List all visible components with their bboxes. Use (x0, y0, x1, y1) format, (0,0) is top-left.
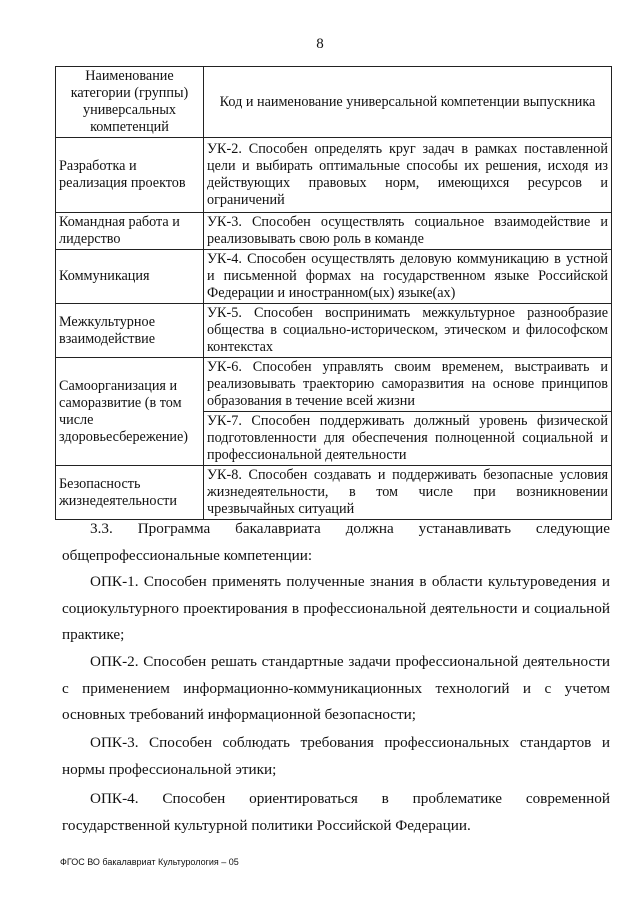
category-cell: Разработка и реализация проектов (56, 138, 204, 213)
table-row (56, 358, 612, 412)
competency-cell: УК-6. Способен управлять своим временем, выстраивать и реализовывать траекторию саморазвития на основе принципов образования в течение всей жизни (204, 358, 612, 412)
competency-cell: УК-7. Способен поддерживать должный уровень физической подготовленности для обеспечения полноценной социальной и профессиональной деятельности (204, 412, 612, 466)
category-cell: Командная работа и лидерство (56, 213, 204, 250)
competency-cell: УК-2. Способен определять круг задач в рамках поставленной цели и выбирать оптимальные способы их решения, исходя из действующих правовых норм, имеющихся ресурсов и ограничений (204, 138, 612, 213)
competency-cell: УК-3. Способен осуществлять социальное взаимодействие и реализовывать свою роль в команде (204, 213, 612, 250)
page-number: 8 (316, 36, 324, 52)
header-category: Наименование категории (группы) универсальных компетенций (56, 67, 204, 138)
footer-text: ФГОС ВО бакалавриат Культурология – 05 (60, 857, 239, 867)
paragraph-opk-4: ОПК-4. Способен ориентироваться в проблематике современной государственной культурной политики Российской Федерации. (62, 790, 610, 834)
category-cell: Самоорганизация и саморазвитие (в том числе здоровьесбережение) (56, 358, 204, 466)
paragraph-opk-3: ОПК-3. Способен соблюдать требования профессиональных стандартов и нормы профессиональной этики; (62, 734, 610, 778)
paragraph-3-3: 3.3. Программа бакалавриата должна устанавливать следующие общепрофессиональные компетенции: (62, 520, 610, 564)
table-row (56, 138, 612, 213)
competency-cell: УК-8. Способен создавать и поддерживать безопасные условия жизнедеятельности, в том числе при возникновении чрезвычайных ситуаций (204, 466, 612, 520)
header-competency: Код и наименование универсальной компетенции выпускника (204, 67, 612, 138)
paragraph-opk-2: ОПК-2. Способен решать стандартные задачи профессиональной деятельности с применением информационно-коммуникационных технологий и с учетом основных требований информационной безопасности; (62, 653, 610, 723)
table-row (56, 250, 612, 304)
category-cell: Безопасность жизнедеятельности (56, 466, 204, 520)
competency-table (55, 66, 612, 520)
table-row (56, 466, 612, 520)
category-cell: Коммуникация (56, 250, 204, 304)
table-row (56, 213, 612, 250)
competency-cell: УК-5. Способен воспринимать межкультурное разнообразие общества в социально-историческом, этическом и философском контекстах (204, 304, 612, 358)
category-cell: Межкультурное взаимодействие (56, 304, 204, 358)
competency-cell: УК-4. Способен осуществлять деловую коммуникацию в устной и письменной формах на государственном языке Российской Федерации и иностранном(ых) языке(ах) (204, 250, 612, 304)
table-row (56, 304, 612, 358)
table-header-row (56, 67, 612, 138)
paragraph-opk-1: ОПК-1. Способен применять полученные знания в области культуроведения и социокультурного проектирования в профессиональной деятельности и социальной практике; (62, 573, 610, 643)
